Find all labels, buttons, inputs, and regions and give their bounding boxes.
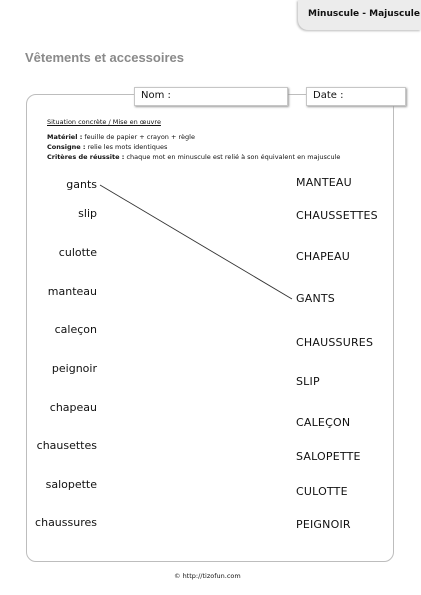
- link-line: [100, 185, 292, 299]
- lowercase-word: manteau: [47, 285, 97, 298]
- uppercase-word: GANTS: [296, 292, 335, 305]
- lowercase-word: chapeau: [49, 401, 97, 414]
- uppercase-word: CHAPEAU: [296, 250, 351, 263]
- materiel-value: feuille de papier + crayon + règle: [82, 133, 195, 141]
- consigne-value: relie les mots identiques: [85, 143, 168, 151]
- uppercase-word: MANTEAU: [296, 176, 352, 189]
- lowercase-word: gants: [66, 178, 97, 191]
- materiel-label: Matériel :: [47, 133, 83, 141]
- criteres-value: chaque mot en minuscule est relié à son équivalent en majuscule: [124, 153, 341, 161]
- page-title: Vêtements et accessoires: [25, 50, 184, 65]
- uppercase-word: CULOTTE: [296, 485, 348, 498]
- uppercase-word: CHAUSSETTES: [296, 209, 378, 222]
- consigne-label: Consigne :: [47, 143, 86, 151]
- tab-label: Minuscule - Majuscule: [308, 9, 420, 19]
- name-label: Nom :: [141, 90, 171, 101]
- situation-heading: Situation concrète / Mise en œuvre: [47, 118, 161, 126]
- uppercase-word: PEIGNOIR: [296, 518, 351, 531]
- uppercase-word: CALEÇON: [296, 416, 351, 429]
- lowercase-word: chausettes: [36, 439, 97, 452]
- date-label: Date :: [313, 90, 344, 101]
- lowercase-word: peignoir: [51, 362, 97, 375]
- uppercase-word: SALOPETTE: [296, 450, 361, 463]
- criteres-label: Critères de réussite :: [47, 153, 125, 161]
- lowercase-word: chaussures: [35, 516, 97, 529]
- uppercase-word: CHAUSSURES: [296, 336, 374, 349]
- footer-credit: © http://tizofun.com: [174, 572, 241, 580]
- lowercase-word: culotte: [58, 246, 97, 259]
- lowercase-word: salopette: [45, 478, 97, 491]
- uppercase-word: SLIP: [296, 375, 320, 388]
- lowercase-word: slip: [78, 207, 97, 220]
- lowercase-word: caleçon: [54, 323, 97, 336]
